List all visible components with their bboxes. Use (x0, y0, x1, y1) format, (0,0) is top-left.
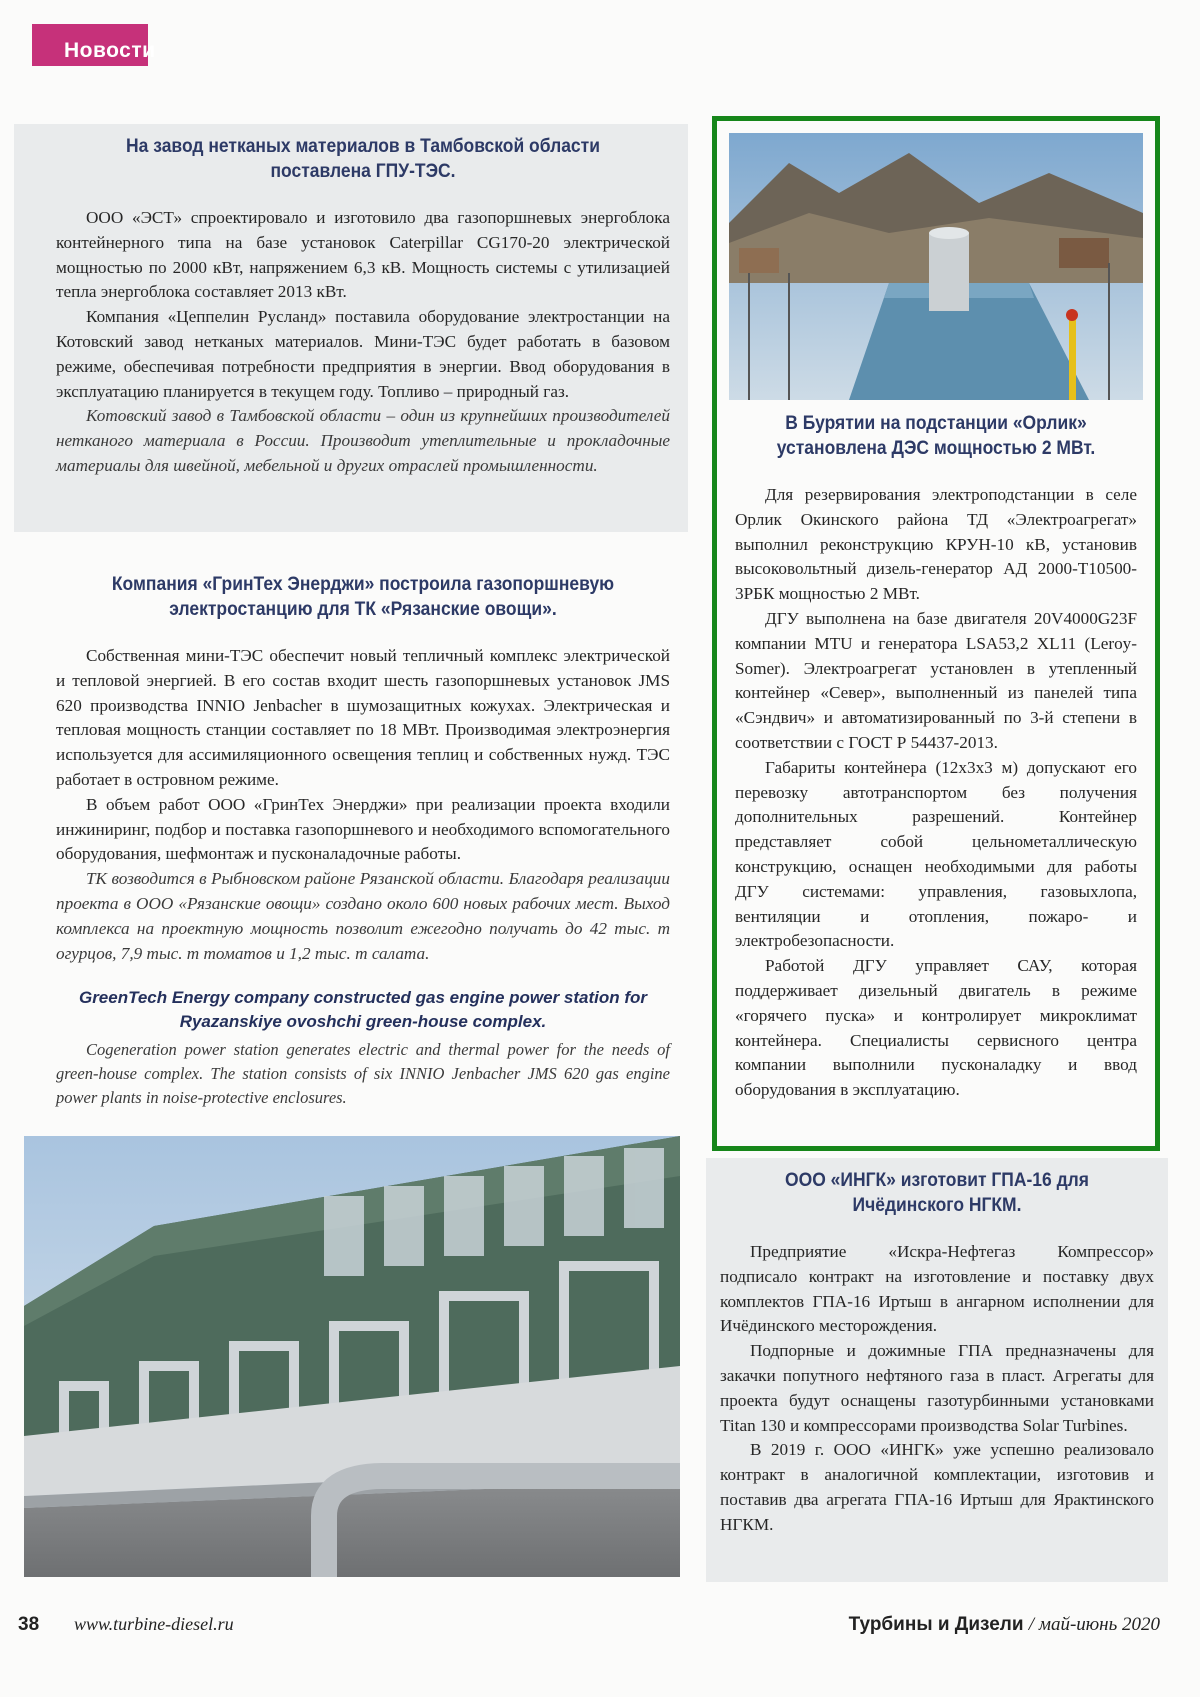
section-tag (32, 24, 156, 66)
article-buryatia-paragraph: ДГУ выполнена на базе двигателя 20V4000G23F компании MTU и генератора LSA53,2 XL11 (Leroy-Somer). Электроагрегат установлен в утепленный контейнер «Север», выполненный из панелей типа «Сэндвич» и автоматизированный по 3-й степени в соответствии с ГОСТ Р 54437-2013. (735, 608, 1137, 752)
page-number: 38 (18, 1614, 40, 1635)
article-buryatia (735, 411, 1137, 1103)
page-footer (18, 1614, 1160, 1644)
website-link[interactable]: www.turbine-diesel.ru (74, 1614, 234, 1634)
journal-title (849, 1614, 1160, 1636)
article-buryatia-body (735, 483, 1137, 1103)
article-buryatia-paragraph: Габариты контейнера (12x3x3 м) допускают его перевозку автотранспортом без получения дополнительных разрешений. Контейнер представляет собой цельнометаллическую конструкцию, оснащен необходимыми для работы ДГУ системами: управления, газовыхлопа, вентиляции и отопления, пожаро- и электробезопасности. (735, 757, 1137, 951)
article-greentech-paragraph: В объем работ ООО «ГринТех Энерджи» при реализации проекта входили инжиниринг, подбор и поставка газопоршневого и необходимого вспомогательного оборудования, шефмонтаж и пусконаладочные работы. (56, 794, 670, 864)
power-station-photo (24, 1136, 680, 1577)
article-greentech-english-text: Cogeneration power station generates electric and thermal power for the needs of green-house complex. The station consists of six INNIO Jenbacher JMS 620 gas engine power plants in noise-protective enclosures. (56, 1040, 670, 1108)
article-tambov-body (56, 206, 670, 479)
journal-name: Турбины и Дизели (848, 1614, 1024, 1635)
article-tambov-note: Котовский завод в Тамбовской области – один из крупнейших производителей нетканого материала в России. Производит утеплительные и прокладочные материалы для швейной, мебельной и других отраслей промышленности. (56, 406, 670, 475)
article-ingk (706, 1158, 1168, 1582)
article-greentech (14, 572, 688, 1132)
article-greentech-english-title: GreenTech Energy company constructed gas engine power station for Ryazanskiye ovoshchi green-house complex. (78, 988, 648, 1032)
article-ingk-paragraph: Предприятие «Искра-Нефтегаз Компрессор» подписало контракт на изготовление и поставку двух комплектов ГПА-16 Иртыш в ангарном исполнении для Ичёдинского месторождения. (720, 1242, 1154, 1336)
article-buryatia-title: В Бурятии на подстанции «Орлик» установлена ДЭС мощностью 2 МВт. (776, 413, 1096, 459)
article-greentech-note: ТК возводится в Рыбновском районе Рязанской области. Благодаря реализации проекта в ООО «Рязанские овощи» создано около 600 новых рабочих мест. Выход комплекса на проектную мощность позволит ежегодно получать до 42 тыс. т огурцов, 7,9 тыс. т томатов и 1,2 тыс. т салата. (56, 869, 670, 963)
article-tambov-paragraph: Компания «Цеппелин Русланд» поставила оборудование электростанции на Котовский завод нетканых материалов. Мини-ТЭС будет работать в базовом режиме, обеспечивая потребности предприятия в энергии. Ввод оборудования в эксплуатацию планируется в текущем году. Топливо – природный газ. (56, 307, 670, 401)
article-greentech-title: Компания «ГринТех Энерджи» построила газопоршневую электростанцию для ТК «Рязанские овощи». (111, 574, 615, 620)
article-greentech-paragraph: Собственная мини-ТЭС обеспечит новый тепличный комплекс электрической и тепловой энергией. В его состав входит шесть газопоршневых установок JMS 620 производства INNIO Jenbacher в шумозащитных кожухах. Электрическая и тепловая мощность станции составляет по 18 МВт. Производимая электроэнергия используется для ассимиляционного освещения теплиц и собственных нужд. ТЭС работает в островном режиме. (56, 646, 670, 789)
substation-photo (729, 133, 1143, 400)
article-ingk-body (720, 1240, 1154, 1538)
article-ingk-title: ООО «ИНГК» изготовит ГПА-16 для Ичёдинского НГКМ. (785, 1170, 1089, 1216)
journal-issue: / май-июнь 2020 (1028, 1614, 1160, 1635)
article-ingk-paragraph: В 2019 г. ООО «ИНГК» уже успешно реализовало контракт в аналогичной комплектации, изготовив и поставив два агрегата ГПА-16 Иртыш для Ярактинского НГКМ. (720, 1440, 1154, 1534)
article-buryatia-paragraph: Работой ДГУ управляет САУ, которая поддерживает дизельный двигатель в режиме «горячего пуска» и контролирует микроклимат контейнера. Специалисты сервисного центра компании выполнили пусконаладку и ввод оборудования в эксплуатацию. (735, 956, 1137, 1100)
article-ingk-paragraph: Подпорные и дожимные ГПА предназначены для закачки попутного нефтяного газа в пласт. Агрегаты для проекта будут оснащены газотурбинными установками Titan 130 и компрессорами производства Solar Turbines. (720, 1341, 1154, 1435)
article-buryatia-frame (712, 116, 1160, 1151)
article-tambov-title: На завод нетканых материалов в Тамбовской области поставлена ГПУ-ТЭС. (126, 136, 600, 182)
section-label: Новости (64, 39, 156, 62)
article-tambov (14, 124, 688, 532)
article-greentech-body (56, 644, 670, 966)
article-buryatia-paragraph: Для резервирования электроподстанции в селе Орлик Окинского района ТД «Электроагрегат» выполнил реконструкцию КРУН-10 кВ, установив высоковольтный дизель-генератор АД 2000-Т10500-3РБК мощностью 2 МВт. (735, 485, 1137, 604)
article-tambov-paragraph: ООО «ЭСТ» спроектировало и изготовило два газопоршневых энергоблока контейнерного типа на базе установок Caterpillar CG170-20 электрической мощностью по 2000 кВт, напряжением 6,3 кВ. Мощность системы с утилизацией тепла энергоблока составляет 2013 кВт. (56, 208, 670, 302)
